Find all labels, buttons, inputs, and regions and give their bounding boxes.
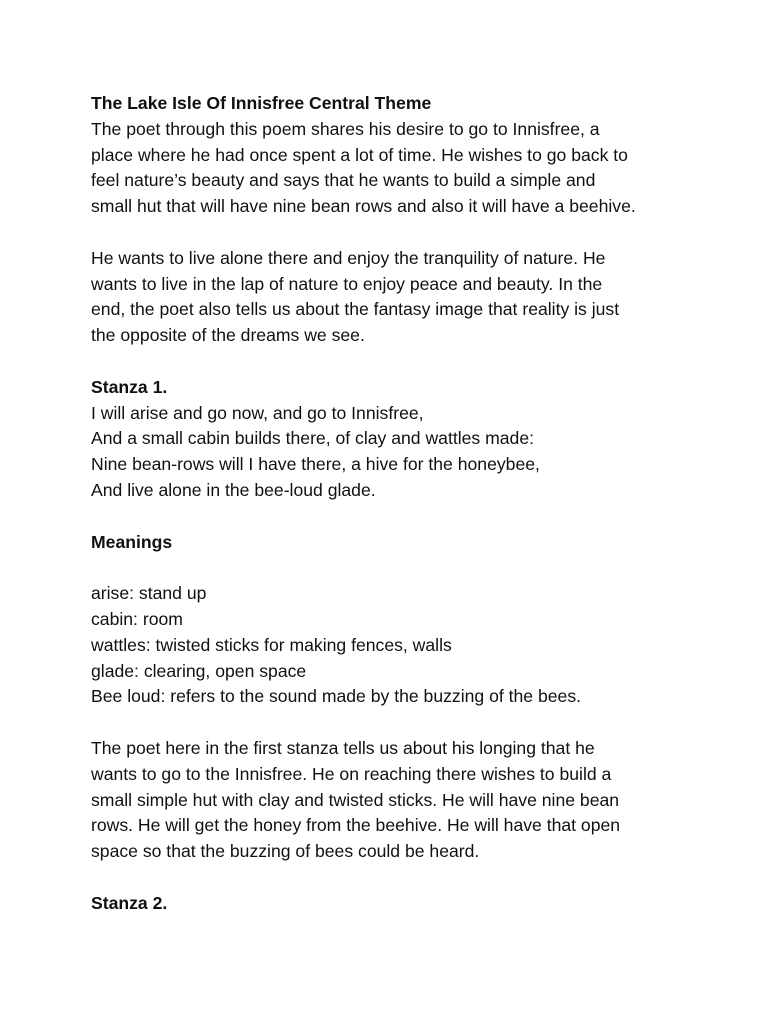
paragraph-line: rows. He will get the honey from the beehive. He will have that open xyxy=(91,815,621,836)
paragraph-line: The poet through this poem shares his desire to go to Innisfree, a xyxy=(91,118,600,139)
paragraph-line: small hut that will have nine bean rows and also it will have a beehive. xyxy=(91,196,636,217)
meaning-item: cabin: room xyxy=(91,608,183,629)
paragraph-line: small simple hut with clay and twisted sticks. He will have nine bean xyxy=(91,789,620,810)
paragraph-line: feel nature’s beauty and says that he wants to build a simple and xyxy=(91,170,596,191)
verse-line: I will arise and go now, and go to Innisfree, xyxy=(91,402,424,423)
paragraph-spacer xyxy=(91,220,711,246)
intro-paragraph-2 xyxy=(91,246,711,349)
stanza-1-verse xyxy=(91,401,711,504)
paragraph-line: the opposite of the dreams we see. xyxy=(91,325,365,346)
meanings-list xyxy=(91,581,711,710)
stanza-1-heading: Stanza 1. xyxy=(91,376,168,397)
paragraph-spacer xyxy=(91,349,711,375)
meaning-item: Bee loud: refers to the sound made by the buzzing of the bees. xyxy=(91,686,582,707)
paragraph-spacer xyxy=(91,555,711,581)
meaning-item: wattles: twisted sticks for making fences, walls xyxy=(91,634,452,655)
paragraph-spacer xyxy=(91,504,711,530)
paragraph-line: end, the poet also tells us about the fantasy image that reality is just xyxy=(91,299,620,320)
verse-line: And a small cabin builds there, of clay and wattles made: xyxy=(91,428,535,449)
paragraph-line: space so that the buzzing of bees could be heard. xyxy=(91,841,480,862)
verse-line: And live alone in the bee-loud glade. xyxy=(91,479,376,500)
paragraph-line: He wants to live alone there and enjoy the tranquility of nature. He xyxy=(91,247,606,268)
meaning-item: glade: clearing, open space xyxy=(91,660,307,681)
paragraph-line: wants to live in the lap of nature to enjoy peace and beauty. In the xyxy=(91,273,603,294)
paragraph-line: place where he had once spent a lot of time. He wishes to go back to xyxy=(91,144,628,165)
paragraph-spacer xyxy=(91,865,711,891)
paragraph-line: The poet here in the first stanza tells us about his longing that he xyxy=(91,737,595,758)
intro-paragraph-1 xyxy=(91,117,711,220)
paragraph-line: wants to go to the Innisfree. He on reaching there wishes to build a xyxy=(91,763,612,784)
document-body xyxy=(91,91,711,917)
paragraph-spacer xyxy=(91,710,711,736)
meaning-item: arise: stand up xyxy=(91,583,207,604)
verse-line: Nine bean-rows will I have there, a hive for the honeybee, xyxy=(91,454,540,475)
meanings-heading: Meanings xyxy=(91,531,173,552)
stanza-2-heading: Stanza 2. xyxy=(91,892,168,913)
explanation-paragraph-1 xyxy=(91,736,711,865)
document-title: The Lake Isle Of Innisfree Central Theme xyxy=(91,93,432,113)
